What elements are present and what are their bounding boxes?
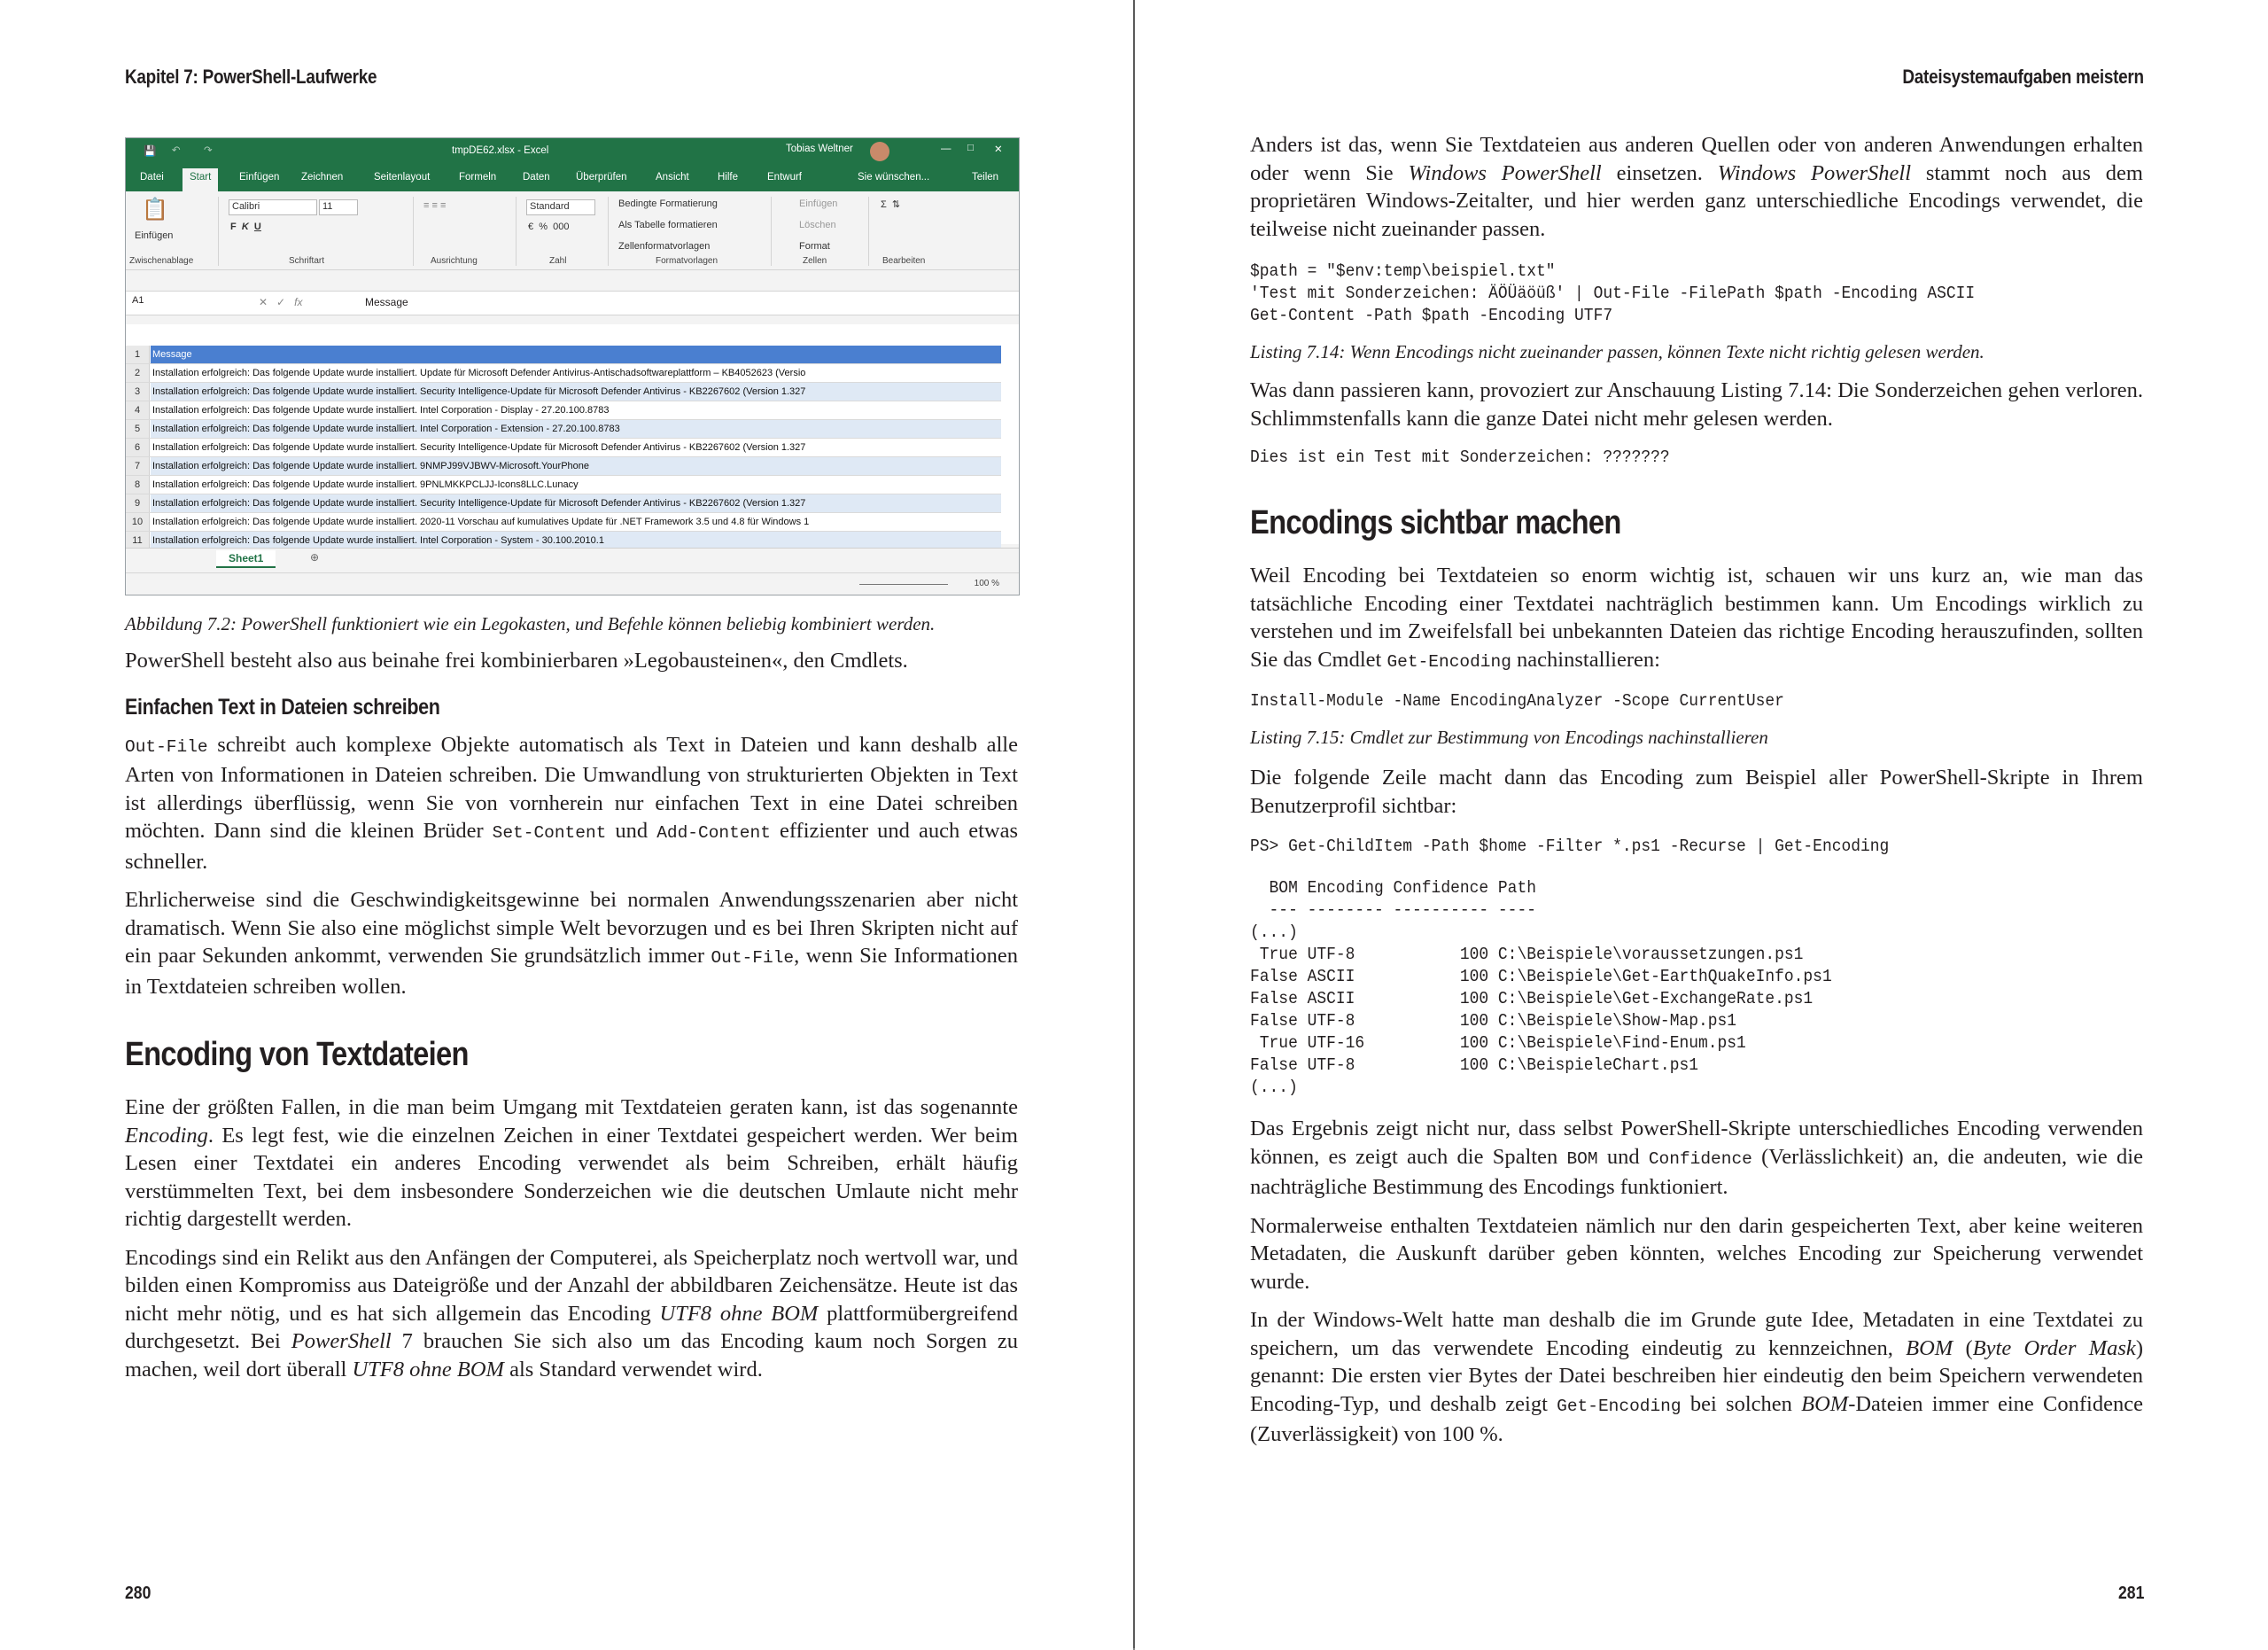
save-icon: 💾 (144, 146, 157, 157)
cell-value: Installation erfolgreich: Das folgende Update wurde installiert. 9PNLMKKPCLJJ-Icons8LLC.Lunacy (152, 479, 579, 490)
code-listing: $path = "$env:temp\beispiel.txt" 'Test mit Sonderzeichen: ÄÖÜäöüß' | Out-File -FilePath $path -Encoding ASCII Get-Content -Path $path -Encoding UTF7 (1250, 261, 1976, 325)
group-separator (771, 197, 772, 266)
right-text-column (1250, 131, 2143, 1459)
paste-icon: 📋 (142, 198, 168, 222)
cell-value: Installation erfolgreich: Das folgende Update wurde installiert. Security Intelligence-Update für Microsoft Defender Antivirus - KB2267602 (Version 1.327 (151, 383, 1001, 401)
sheet-tabs-bar (126, 548, 1019, 572)
group-label-number: Zahl (549, 256, 567, 266)
cell-styles-button: Zellenformatvorlagen (618, 241, 711, 252)
conditional-formatting-button: Bedingte Formatierung (618, 198, 718, 209)
font-name-box: Calibri (229, 199, 317, 215)
paragraph: Encodings sind ein Relikt aus den Anfängen der Computerei, als Speicherplatz noch wertvoll war, und bilden einen Kompromiss aus Dateigröße und der Anzahl der abbildbaren Zeichensätze. Heute ist das nicht mehr nötig, und es hat sich allgemein das Encoding UTF8 ohne BOM plattformübergreifend durchgesetzt. Bei PowerShell 7 brauchen Sie sich also um das Encoding kaum noch Sorgen zu machen, weil dort überall UTF8 ohne BOM als Standard verwendet wird. (125, 1245, 1019, 1381)
group-label-cells: Zellen (803, 256, 827, 266)
font-style-buttons: F K U (230, 222, 261, 232)
figure-caption: Abbildung 7.2: PowerShell funktioniert wie ein Legokasten, und Befehle können beliebig kombiniert werden. (125, 613, 936, 634)
paragraph: Normalerweise enthalten Textdateien nämlich nur den darin gespeicherten Text, aber keine weiteren Metadaten, die Auskunft darüber geben könnten, welches Encoding zur Speicherung verwendet wurde. (1250, 1213, 2143, 1294)
window-title: tmpDE62.xlsx - Excel (452, 145, 549, 156)
paragraph: In der Windows-Welt hatte man deshalb die im Grunde gute Idee, Metadaten in eine Textdatei zu speichern, um das verwendete Encoding eindeutig zu kennzeichnen, BOM (Byte Order Mask) genannt: Die ersten vier Bytes der Datei beschreiben hier eindeutig den beim Speichern verwendeten Encoding-Typ, und deshalb zeigt Get-Encoding bei solchen BOM-Dateien immer eine Confidence (Zuverlässigkeit) von 100 %. (1250, 1308, 2143, 1446)
tab-daten: Daten (523, 172, 550, 183)
tab-ueberpruefen: Überprüfen (576, 172, 627, 183)
undo-icon: ↶ (172, 145, 181, 156)
chapter-heading: Encodings sichtbar machen (1250, 504, 1621, 541)
paragraph: PowerShell besteht also aus beinahe frei kombinierbaren »Legobausteinen«, den Cmdlets. (125, 649, 908, 673)
row-number: 9 (126, 494, 150, 512)
cell-value: Installation erfolgreich: Das folgende Update wurde installiert. 2020-11 Vorschau auf kumulatives Update für .NET Framework 3.5 und 4.8 für Windows 1 (152, 517, 810, 527)
table-row (126, 513, 1001, 532)
paragraph: Die folgende Zeile macht dann das Encoding zum Beispiel aller PowerShell-Skripte in Ihrem Benutzerprofil sichtbar: (1250, 766, 2143, 818)
maximize-icon: □ (967, 143, 974, 153)
tell-me-search: Sie wünschen... (858, 172, 930, 183)
row-number: 6 (126, 439, 150, 456)
number-format-box: Standard (526, 199, 595, 215)
code-command: PS> Get-ChildItem -Path $home -Filter *.ps1 -Recurse | Get-Encoding (1250, 837, 1890, 856)
left-text-column (125, 611, 1018, 1394)
group-label-alignment: Ausrichtung (431, 256, 478, 266)
paragraph: Anders ist das, wenn Sie Textdateien aus anderen Quellen oder von anderen Anwendungen erhalten oder wenn Sie Windows PowerShell einsetzen. Windows PowerShell stammt noch aus dem proprietären Windows-Zeitalter, und hier werden ganz unterschiedliche Encodings verwendet, die teilweise nicht zueinander passen. (1250, 133, 2143, 241)
group-label-styles: Formatvorlagen (656, 256, 718, 266)
add-sheet-icon: ⊕ (310, 551, 320, 564)
paragraph: Weil Encoding bei Textdateien so enorm wichtig ist, schauen wir uns kurz an, wie man das tatsächliche Encoding einer Textdatei nachträglich bestimmen kann. Um Encodings wirklich zu verstehen und im Zweifelsfall bei unbekannten Dateien das richtige Encoding herauszufinden, sollten Sie das Cmdlet Get-Encoding nachinstallieren: (1250, 564, 2143, 672)
avatar (870, 142, 889, 161)
table-row (126, 401, 1001, 420)
cell-value: Installation erfolgreich: Das folgende Update wurde installiert. Security Intelligence-Update für Microsoft Defender Antivirus - KB2267602 (Version 1.327 (152, 442, 806, 453)
running-head: Dateisystemaufgaben meistern (1902, 66, 2144, 88)
page-number: 281 (2117, 1584, 2144, 1603)
table-row (126, 346, 1001, 364)
chapter-heading: Encoding von Textdateien (125, 1036, 469, 1073)
excel-ribbon-tabs (126, 165, 1019, 191)
user-name: Tobias Weltner (786, 144, 853, 154)
font-size-box: 11 (319, 199, 358, 215)
tab-entwurf: Entwurf (767, 172, 802, 183)
delete-cells-button: Löschen (799, 220, 836, 230)
tab-seitenlayout: Seitenlayout (374, 172, 431, 183)
group-separator (413, 197, 414, 266)
group-separator (868, 197, 869, 266)
group-separator (608, 197, 609, 266)
group-separator (218, 197, 219, 266)
section-heading: Einfachen Text in Dateien schreiben (125, 694, 440, 720)
zoom-slider (859, 584, 948, 585)
row-number: 3 (126, 383, 150, 401)
close-icon: ✕ (994, 144, 1003, 155)
tab-ansicht: Ansicht (656, 172, 689, 183)
name-box: A1 (129, 294, 223, 312)
format-as-table-button: Als Tabelle formatieren (618, 220, 718, 230)
group-label-editing: Bearbeiten (882, 256, 926, 266)
tab-einfuegen: Einfügen (239, 172, 280, 183)
table-row (126, 494, 1001, 513)
align-icons: ≡ ≡ ≡ (423, 200, 447, 211)
right-page (1135, 0, 2268, 1650)
paragraph: Out-File schreibt auch komplexe Objekte automatisch als Text in Dateien und kann deshalb alle Arten von Informationen in Dateien schreiben. Die Umwandlung von strukturierten Objekten in Text ist allerdings überflüssig, wenn Sie von vornherein nur einfachen Text in eine Datei schreiben möchten. Dann sind die kleinen Brüder Set-Content und Add-Content effizienter und auch etwas schneller. (125, 732, 1019, 874)
paragraph: Das Ergebnis zeigt nicht nur, dass selbst PowerShell-Skripte unterschiedliches Encoding verwenden können, es zeigt auch die Spalten BOM und Confidence (Verlässlichkeit) an, die andeuten, wie die nachträgliche Bestimmung des Encodings funktioniert. (1250, 1117, 2143, 1199)
code-output: Dies ist ein Test mit Sonderzeichen: ??????? (1250, 448, 1670, 467)
paste-button-label: Einfügen (135, 230, 174, 241)
tab-hilfe: Hilfe (718, 172, 739, 183)
cell-value: Installation erfolgreich: Das folgende Update wurde installiert. Intel Corporation - Extension - 27.20.100.8783 (151, 420, 1001, 438)
formula-bar (126, 291, 1019, 315)
group-label-font: Schriftart (289, 256, 325, 266)
left-page (0, 0, 1133, 1650)
excel-ribbon (126, 191, 1019, 270)
editing-icons: Σ ⇅ (881, 199, 901, 210)
row-number: 11 (126, 532, 150, 549)
redo-icon: ↷ (204, 145, 213, 156)
paragraph: Was dann passieren kann, provoziert zur Anschauung Listing 7.14: Die Sonderzeichen gehen verloren. Schlimmstenfalls kann die ganze Datei nicht mehr gelesen werden. (1250, 378, 2143, 431)
row-number: 10 (126, 513, 150, 531)
zoom-level: 100 % (974, 579, 999, 588)
tab-formeln: Formeln (459, 172, 497, 183)
tab-start: Start (183, 168, 218, 191)
number-format-icons: € % 000 (528, 222, 570, 232)
row-number: 1 (126, 346, 150, 363)
group-separator (516, 197, 517, 266)
table-row (126, 364, 1001, 383)
page-number: 280 (125, 1584, 151, 1603)
format-cells-button: Format (799, 241, 830, 252)
formula-content: Message (365, 296, 408, 308)
worksheet-grid (126, 324, 1019, 544)
excel-screenshot-figure (125, 137, 1020, 595)
row-number: 7 (126, 457, 150, 475)
paragraph: Ehrlicherweise sind die Geschwindigkeitsgewinne bei normalen Anwendungsszenarien aber nicht dramatisch. Wenn Sie also eine möglichst simple Welt bevorzugen und es bei Ihren Skripten nicht auf ein paar Sekunden ankommt, verwenden Sie grundsätzlich immer Out-File, wenn Sie Informationen in Textdateien schreiben wollen. (125, 888, 1018, 999)
table-row (126, 476, 1001, 494)
tab-datei: Datei (140, 172, 164, 183)
minimize-icon: — (941, 144, 951, 154)
row-number: 2 (126, 364, 150, 382)
status-bar (126, 572, 1019, 595)
group-label-clipboard: Zwischenablage (129, 256, 194, 266)
insert-cells-button: Einfügen (799, 198, 838, 209)
code-listing: Install-Module -Name EncodingAnalyzer -Scope CurrentUser (1250, 691, 1784, 711)
code-output: BOM Encoding Confidence Path --- -------- ---------- ---- (...) True UTF-8 100 C:\Beispiele\voraussetzungen.ps1 False ASCII 100 C:\Beispiele\Get-EarthQuakeInfo.ps1 False ASCII 100 C:\Beispiele\Get-ExchangeRate.ps1 False UTF-8 100 C:\Beispiele\Show-Map.ps1 True UTF-16 100 C:\Beispiele\Find-Enum.ps1 False UTF-8 100 C:\BeispieleChart.ps1 (...) (1250, 878, 1832, 1097)
table-row (126, 383, 1001, 401)
listing-caption: Listing 7.14: Wenn Encodings nicht zueinander passen, können Texte nicht richtig gelesen werden. (1250, 341, 1984, 362)
cell-value: Message (151, 346, 1001, 363)
excel-title-bar (126, 138, 1019, 165)
cell-value: Installation erfolgreich: Das folgende Update wurde installiert. Security Intelligence-Update für Microsoft Defender Antivirus - KB2267602 (Version 1.327 (151, 494, 1001, 512)
tab-zeichnen: Zeichnen (301, 172, 344, 183)
share-button: Teilen (972, 172, 999, 183)
formula-icons: ✕ ✓ fx (259, 296, 303, 308)
cell-value: Installation erfolgreich: Das folgende Update wurde installiert. Intel Corporation - System - 30.100.2010.1 (151, 532, 1001, 549)
paragraph: Eine der größten Fallen, in die man beim Umgang mit Textdateien geraten kann, ist das sogenannte Encoding. Es legt fest, wie die einzelnen Zeichen in einer Textdatei gespeichert werden. Wer beim Lesen einer Textdatei ein anderes Encoding verwendet als beim Schreiben, erhält häufig verstümmelten Text, bei dem insbesondere Sonderzeichen wie die deutschen Umlaute nicht mehr richtig dargestellt werden. (125, 1095, 1018, 1231)
row-number: 8 (126, 476, 150, 494)
listing-caption: Listing 7.15: Cmdlet zur Bestimmung von Encodings nachinstallieren (1250, 727, 1768, 748)
table-row (126, 439, 1001, 457)
row-number: 4 (126, 401, 150, 419)
cell-value: Installation erfolgreich: Das folgende Update wurde installiert. 9NMPJ99VJBWV-Microsoft.YourPhone (151, 457, 1001, 475)
table-row (126, 457, 1001, 476)
sheet-tab: Sheet1 (216, 550, 276, 568)
row-number: 5 (126, 420, 150, 438)
running-head: Kapitel 7: PowerShell-Laufwerke (125, 66, 377, 88)
table-row (126, 420, 1001, 439)
cell-value: Installation erfolgreich: Das folgende Update wurde installiert. Update für Microsoft Defender Antivirus-Antischadsoftwareplattform – KB4052623 (Versio (152, 368, 806, 378)
cell-value: Installation erfolgreich: Das folgende Update wurde installiert. Intel Corporation - Display - 27.20.100.8783 (152, 405, 610, 416)
